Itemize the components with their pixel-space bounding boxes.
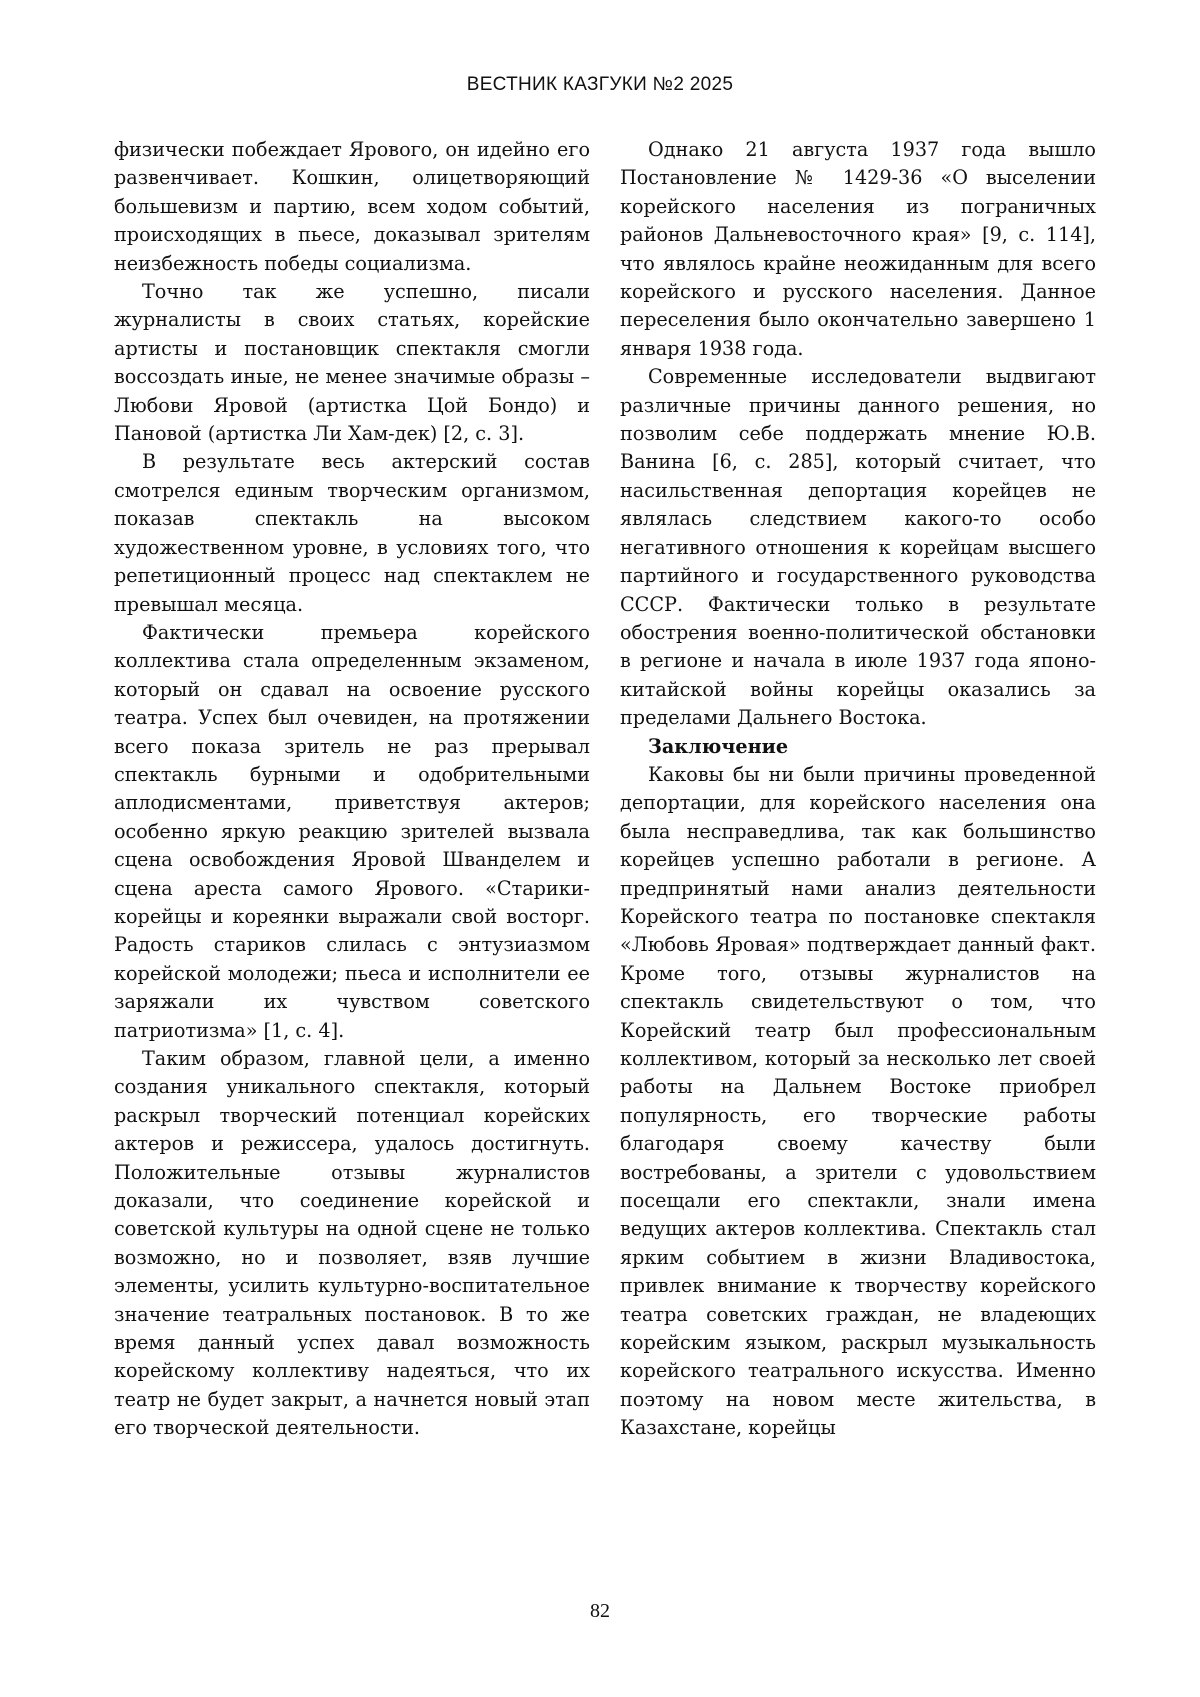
page-number: 82 — [590, 1600, 610, 1622]
paragraph: Однако 21 августа 1937 года вышло Постановление № 1429-36 «О выселении корейского населения из пограничных районов Дальневосточного края» [9, с. 114], что являлось крайне неожиданным для всего корейского и русского населения. Данное переселения было окончательно завершено 1 января 1938 года. — [620, 138, 1096, 360]
paragraph: Таким образом, главной цели, а именно создания уникального спектакля, который раскрыл творческий потенциал корейских актеров и режиссера, удалось достигнуть. Положительные отзывы журналистов доказали, что соединение корейской и советской культуры на одной сцене не только возможно, но и позволяет, взяв лучшие элементы, усилить культурно-воспитательное значение театральных постановок. В то же время данный успех давал возможность корейскому коллективу надеяться, что их театр не будет закрыт, а начнется новый этап его творческой деятельности. — [114, 1047, 590, 1440]
paragraph: Точно так же успешно, писали журналисты в своих статьях, корейские артисты и постановщик спектакля смогли воссоздать иные, не менее значимые образы – Любови Яровой (артистка Цой Бондо) и Пановой (артистка Ли Хам-дек) [2, с. 3]. — [114, 280, 590, 446]
paragraph: В результате весь актерский состав смотрелся единым творческим организмом, показав спектакль на высоком художественном уровне, в условиях того, что репетиционный процесс над спектаклем не превышал месяца. — [114, 450, 590, 616]
paragraph: Фактически премьера корейского коллектива стала определенным экзаменом, который он сдавал на освоение русского театра. Успех был очевиден, на протяжении всего показа зритель не раз прерывал спектакль бурными и одобрительными аплодисментами, приветствуя актеров; особенно яркую реакцию зрителей вызвала сцена освобождения Яровой Шванделем и сцена ареста самого Ярового. «Старики-корейцы и кореянки выражали свой восторг. Радость стариков слилась с энтузиазмом корейской молодежи; пьеса и исполнители ее заряжали их чувством советского патриотизма» [1, с. 4]. — [114, 620, 590, 1042]
section-heading: Заключение — [648, 734, 789, 758]
paragraph: Современные исследователи выдвигают различные причины данного решения, но позволим себе поддержать мнение Ю.В. Ванина [6, с. 285], который считает, что насильственная депортация корейцев не являлась следствием какого-то особо негативного отношения к корейцам высшего партийного и государственного руководства СССР. Фактически только в результате обострения военно-политической обстановки в регионе и начала в июле 1937 года японо-китайской войны корейцы оказались за пределами Дальнего Востока. — [620, 365, 1096, 730]
right-column — [620, 136, 1096, 1443]
left-column — [114, 136, 590, 1443]
paragraph: физически побеждает Ярового, он идейно его развенчивает. Кошкин, олицетворяющий большевизм и партию, всем ходом событий, происходящих в пьесе, доказывал зрителям неизбежность победы социализма. — [114, 138, 590, 275]
paragraph: Каковы бы ни были причины проведенной депортации, для корейского населения она была несправедлива, так как большинство корейцев успешно работали в регионе. А предпринятый нами анализ деятельности Корейского театра по постановке спектакля «Любовь Яровая» подтверждает данный факт. Кроме того, отзывы журналистов на спектакль свидетельствуют о том, что Корейский театр был профессиональным коллективом, который за несколько лет своей работы на Дальнем Востоке приобрел популярность, его творческие работы благодаря своему качеству были востребованы, а зрители с удовольствием посещали его спектакли, знали имена ведущих актеров коллектива. Спектакль стал ярким событием в жизни Владивостока, привлек внимание к творчеству корейского театра советских граждан, не владеющих корейским языком, раскрыл музыкальность корейского театрального искусства. Именно поэтому на новом месте жительства, в Казахстане, корейцы — [620, 762, 1096, 1440]
journal-header: ВЕСТНИК КАЗГУКИ №2 2025 — [466, 74, 734, 95]
